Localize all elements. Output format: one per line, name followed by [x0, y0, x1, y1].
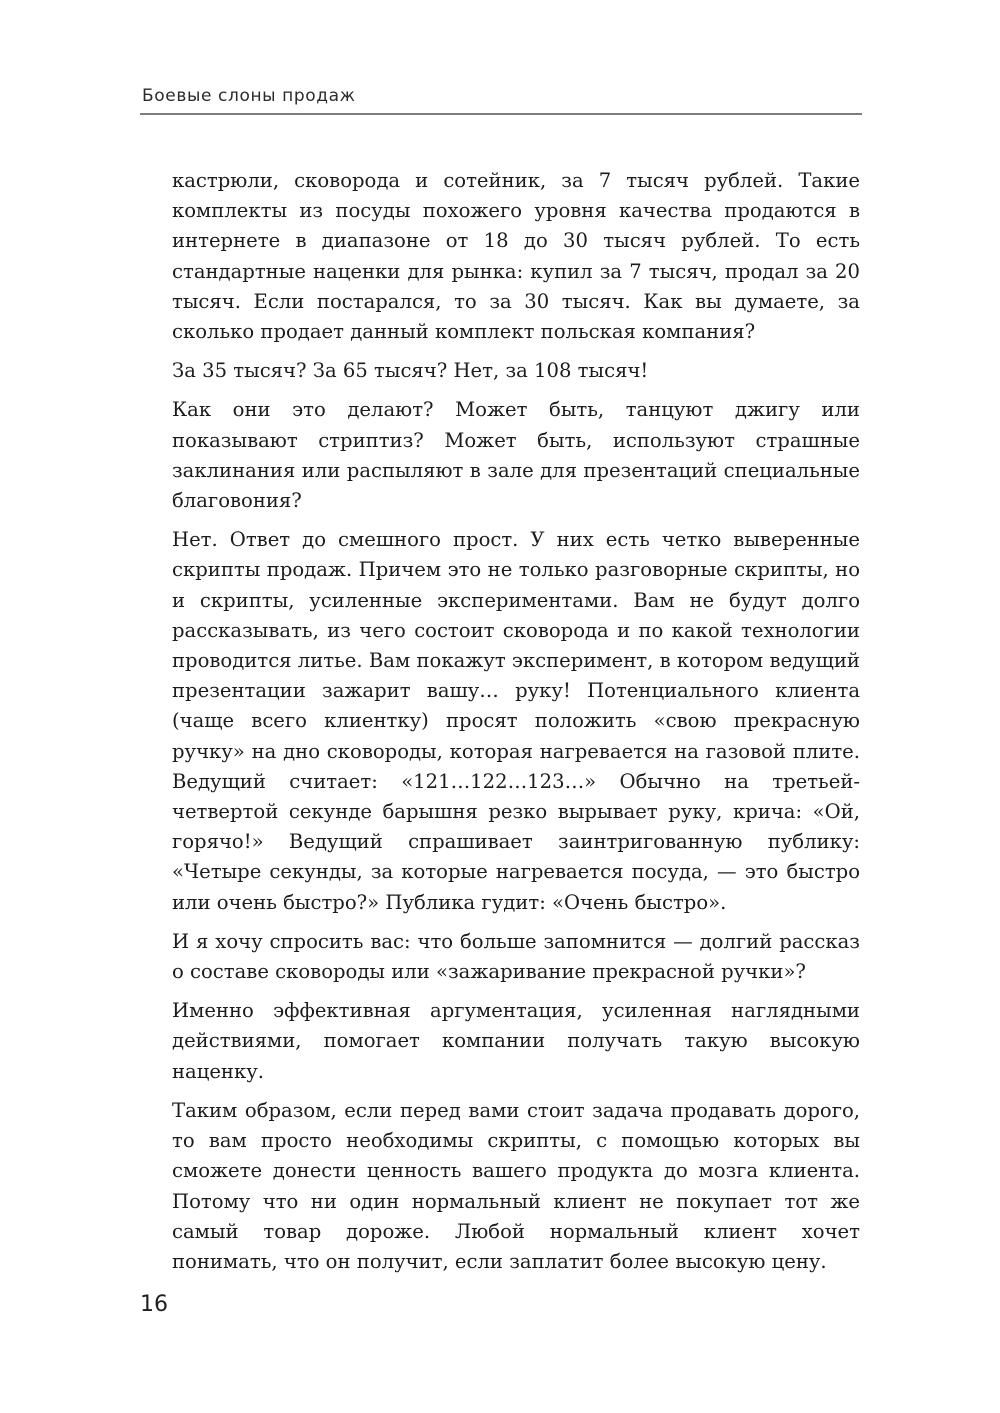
paragraph-4: Нет. Ответ до смешного прост. У них есть четко выверенные скрипты продаж. Причем это не только разговорные скрипты, но и скрипты, усиленные экспериментами. Вам не будут долго рассказывать, из чего состоит сковорода и по какой технологии проводится литье. Вам покажут эксперимент, в котором ведущий презентации зажарит вашу… руку! Потенциального клиента (чаще всего клиентку) просят положить «свою прекрасную ручку» на дно сковороды, которая нагревается на газовой плите. Ведущий считает: «121…122…123…» Обычно на третьей-четвертой секунде барышня резко вырывает руку, крича: «Ой, горячо!» Ведущий спрашивает заинтригованную публику: «Четыре секунды, за которые нагревается посуда, — это быстро или очень быстро?» Публика гудит: «Очень быстро».: [172, 528, 860, 914]
paragraph-1: кастрюли, сковорода и сотейник, за 7 тысяч рублей. Такие комплекты из посуды похожего уровня качества продаются в интернете в диапазоне от 18 до 30 тысяч рублей. То есть стандартные наценки для рынка: купил за 7 тысяч, продал за 20 тысяч. Если постарался, то за 30 тысяч. Как вы думаете, за сколько продает данный комплект польская компания?: [172, 169, 860, 344]
header-rule: [140, 113, 862, 115]
body-text: [172, 166, 860, 1286]
paragraph-3: Как они это делают? Может быть, танцуют джигу или показывают стриптиз? Может быть, используют страшные заклинания или распыляют в зале для презентаций специальные благовония?: [172, 398, 860, 513]
paragraph-5: И я хочу спросить вас: что больше запомнится — долгий рассказ о составе сковороды или «зажаривание прекрасной ручки»?: [172, 929, 860, 984]
running-header-title: Боевые слоны продаж: [142, 86, 356, 106]
paragraph-6: Именно эффективная аргументация, усиленная наглядными действиями, помогает компании получать такую высокую наценку.: [172, 999, 860, 1083]
paragraph-7: Таким образом, если перед вами стоит задача продавать дорого, то вам просто необходимы скрипты, с помощью которых вы сможете донести ценность вашего продукта до мозга клиента. Потому что ни один нормальный клиент не покупает тот же самый товар дороже. Любой нормальный клиент хочет понимать, что он получит, если заплатит более высокую цену.: [172, 1098, 860, 1273]
page-number: 16: [140, 1292, 168, 1317]
paragraph-2: За 35 тысяч? За 65 тысяч? Нет, за 108 тысяч!: [172, 359, 649, 383]
